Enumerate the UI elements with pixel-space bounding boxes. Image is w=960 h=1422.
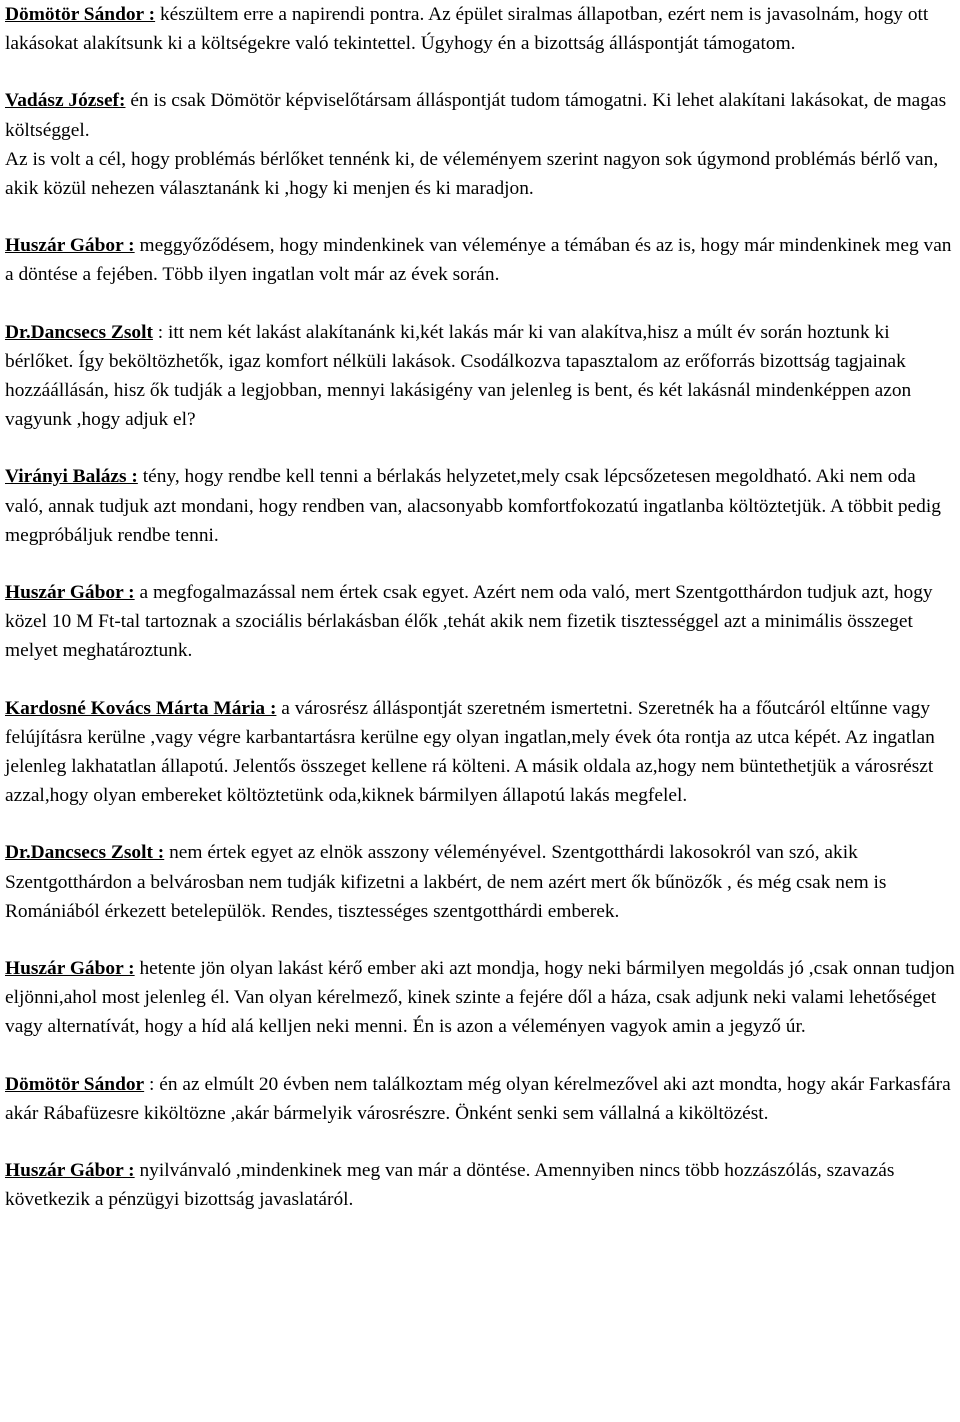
speaker-name: Huszár Gábor : (5, 235, 135, 257)
speaker-name: Huszár Gábor : (5, 958, 135, 980)
paragraph-domotor-2 (5, 1070, 956, 1128)
paragraph-vadasz (5, 86, 956, 144)
paragraph-vadasz-continued (5, 145, 956, 203)
speaker-name: Vadász József: (5, 90, 126, 112)
speaker-name: Huszár Gábor : (5, 582, 135, 604)
speaker-name: Dr.Dancsecs Zsolt (5, 321, 153, 343)
speaker-name: Dömötör Sándor : (5, 4, 156, 25)
paragraph-huszar-3 (5, 954, 956, 1042)
speaker-name: Dömötör Sándor (5, 1073, 145, 1095)
paragraph-text: én is csak Dömötör képviselőtársam álláspontját tudom támogatni. Ki lehet alakítani lakásokat, de magas költséggel. (5, 90, 947, 141)
paragraph-text: : én az elmúlt 20 évben nem találkoztam még olyan kérelmezővel aki azt mondta, hogy akár Farkasfára akár Rábafüzesre kiköltözne ,akár bármelyik városrészre. Önként senki sem vállalná a kiköltözést. (5, 1073, 951, 1124)
paragraph-text: : itt nem két lakást alakítanánk ki,két lakás már ki van alakítva,hisz a múlt év során hoztunk ki bérlőket. Így beköltözhetők, igaz komfort nélküli lakások. Csodálkozva tapasztalom az erőforrás bizottság tagjainak hozzáállásán, hisz ők tudják a legjobban, mennyi lakásigény van jelenleg is bent, és két lakásnál mindenképpen azon vagyunk ,hogy adjuk el? (5, 321, 912, 431)
paragraph-text: készültem erre a napirendi pontra. Az épület siralmas állapotban, ezért nem is javasolnám, hogy ott lakásokat alakítsunk ki a költségekre való tekintettel. Úgyhogy én a bizottság álláspontját támogatom. (5, 4, 929, 55)
paragraph-domotor-1 (5, 0, 956, 58)
speaker-name: Virányi Balázs : (5, 466, 138, 488)
paragraph-text: a megfogalmazással nem értek csak egyet. Azért nem oda való, mert Szentgotthárdon tudjuk azt, hogy közel 10 M Ft-tal tartoznak a szociális bérlakásban élők ,tehát akik nem fizetik tisztességgel azt a minimális összeget melyet meghatároztunk. (5, 582, 933, 662)
paragraph-huszar-4 (5, 1156, 956, 1214)
paragraph-text: a városrész álláspontját szeretném ismertetni. Szeretnék ha a főutcáról eltűnne vagy felújításra kerülne ,vagy végre karbantartásra kerülne egy olyan ingatlan,mely évek óta rontja az utca képét. Az ingatlan jelenleg lakhatatlan állapotú. Jelentős összeget kellene rá költeni. A másik oldala az,hogy nem büntethetjük a városrészt azzal,hogy olyan embereket költöztetünk oda,kiknek bármilyen állapotú lakás megfelel. (5, 697, 935, 807)
paragraph-text: Az is volt a cél, hogy problémás bérlőket tennénk ki, de véleményem szerint nagyon sok úgymond problémás bérlő van, akik közül nehezen választanánk ki ,hogy ki menjen és ki maradjon. (5, 148, 939, 200)
paragraph-text: nyilvánvaló ,mindenkinek meg van már a döntése. Amennyiben nincs több hozzászólás, szavazás következik a pénzügyi bizottság javaslatáról. (5, 1160, 895, 1211)
paragraph-text: nem értek egyet az elnök asszony véleményével. Szentgotthárdi lakosokról van szó, akik Szentgotthárdon a belvárosban nem tudják kifizetni a lakbért, de nem azért mert ők bűnözők , és még csak nem is Romániából érkezett betelepülök. Rendes, tisztességes szentgotthárdi emberek. (5, 842, 887, 922)
speaker-name: Kardosné Kovács Márta Mária : (5, 697, 277, 719)
paragraph-viranyi (5, 462, 956, 550)
speaker-name: Huszár Gábor : (5, 1160, 135, 1182)
paragraph-dancsecs-2 (5, 838, 956, 926)
paragraph-huszar-2 (5, 578, 956, 666)
paragraph-huszar-1 (5, 231, 956, 289)
paragraph-kardosne (5, 694, 956, 811)
speaker-name: Dr.Dancsecs Zsolt : (5, 842, 165, 864)
paragraph-text: meggyőződésem, hogy mindenkinek van véleménye a témában és az is, hogy már mindenkinek meg van a döntése a fejében. Több ilyen ingatlan volt már az évek során. (5, 235, 952, 286)
paragraph-dancsecs-1 (5, 318, 956, 435)
paragraph-text: hetente jön olyan lakást kérő ember aki azt mondja, hogy neki bármilyen megoldás jó ,csak onnan tudjon eljönni,ahol most jelenleg él. Van olyan kérelmező, kinek szinte a fejére dől a háza, csak adjunk neki valami lehetőséget vagy alternatívát, hogy a híd alá kelljen neki menni. Én is azon a véleményen vagyok amin a jegyző úr. (5, 958, 955, 1038)
paragraph-text: tény, hogy rendbe kell tenni a bérlakás helyzetet,mely csak lépcsőzetesen megoldható. Aki nem oda való, annak tudjuk azt mondani, hogy rendben van, alacsonyabb komfortfokozatú ingatlanba költöztetjük. A többit pedig megpróbáljuk rendbe tenni. (5, 466, 941, 546)
